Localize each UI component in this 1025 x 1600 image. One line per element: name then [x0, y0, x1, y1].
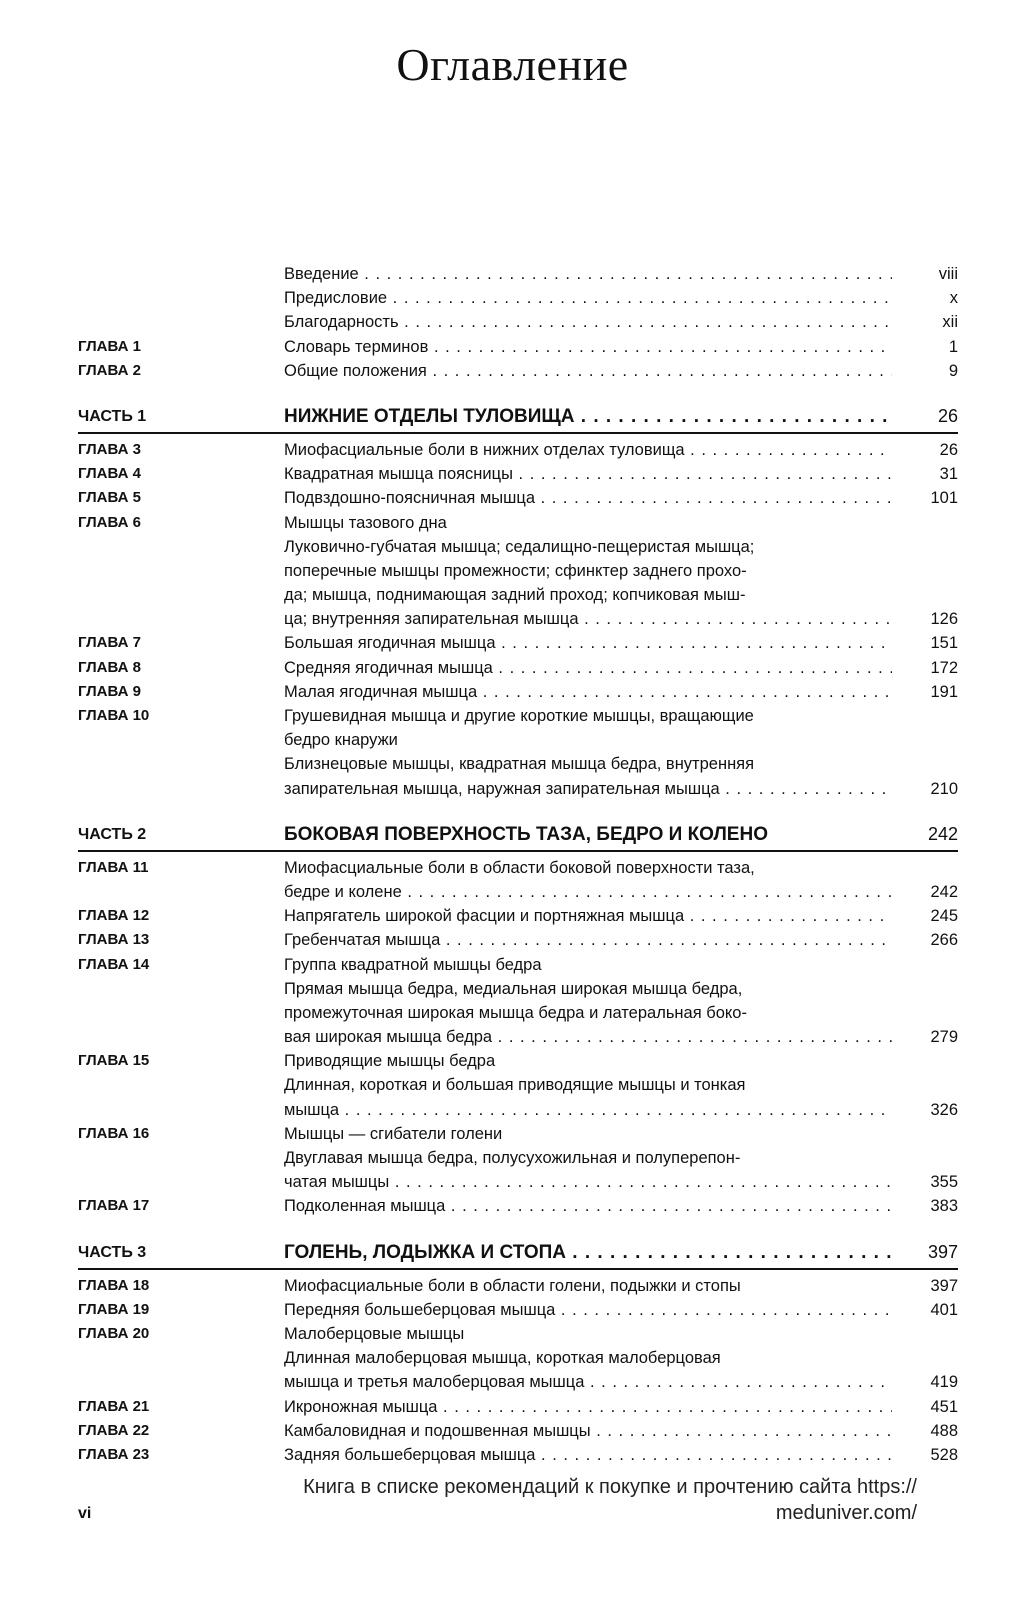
entry-title: запирательная мышца, наружная запирательная мышца . . . — [284, 777, 892, 801]
entry-title: Грушевидная мышца и другие короткие мышцы, вращающие — [284, 707, 754, 725]
toc-row — [78, 1170, 958, 1194]
entry-page-number: 451 — [930, 1397, 958, 1416]
entry-page-number: 266 — [930, 931, 958, 950]
entry-title: Малоберцовые мышцы — [284, 1324, 465, 1343]
entry-title: Луковично-губчатая мышца; седалищно-пещеристая мышца; — [284, 537, 755, 556]
chapter-label: ГЛАВА 2 — [78, 361, 141, 379]
chapter-label: ГЛАВА 22 — [78, 1421, 150, 1439]
entry-title: поперечные мышцы промежности; сфинктер заднего прохо- — [284, 561, 747, 580]
entry-title: чатая мышцы . . . — [284, 1170, 892, 1194]
entry-title: Малая ягодичная мышца . . . — [284, 680, 892, 704]
toc-row — [78, 535, 958, 559]
entry-title: Предисловие . . . — [284, 286, 892, 310]
part-title: БОКОВАЯ ПОВЕРХНОСТЬ ТАЗА, БЕДРО И КОЛЕНО — [284, 823, 768, 845]
chapter-label: ГЛАВА 15 — [78, 1052, 150, 1070]
entry-page-number: xii — [942, 313, 958, 332]
toc-row — [78, 359, 958, 383]
entry-page-number: 279 — [930, 1028, 958, 1047]
entry-page-number: 126 — [930, 610, 958, 629]
toc-part-row — [78, 401, 958, 434]
entry-title: Двуглавая мышца бедра, полусухожильная и полуперепон- — [284, 1149, 741, 1167]
entry-title: Камбаловидная и подошвенная мышцы . . . — [284, 1419, 892, 1443]
toc-row — [78, 1073, 958, 1097]
toc-row — [78, 1001, 958, 1025]
entry-page-number: 9 — [948, 361, 958, 380]
entry-title: Мышцы — сгибатели голени — [284, 1124, 503, 1143]
entry-page-number: 355 — [930, 1173, 958, 1192]
toc-part-row — [78, 1237, 958, 1270]
chapter-label: ГЛАВА 21 — [78, 1397, 150, 1415]
toc-row — [78, 631, 958, 655]
entry-page-number: 242 — [927, 823, 958, 844]
chapter-label: ГЛАВА 11 — [78, 858, 149, 876]
entry-title: Задняя большеберцовая мышца . . . — [284, 1443, 892, 1467]
entry-title: вая широкая мышца бедра . . . — [284, 1025, 892, 1049]
toc-row — [78, 777, 958, 801]
chapter-label: ГЛАВА 3 — [78, 440, 141, 458]
entry-page-number: viii — [938, 265, 958, 283]
toc-row — [78, 1122, 958, 1146]
chapter-label: ГЛАВА 7 — [78, 634, 141, 652]
toc-row — [78, 310, 958, 334]
toc-row — [78, 1025, 958, 1049]
entry-title: бедре и колене . . . — [284, 880, 892, 904]
toc-row — [78, 438, 958, 462]
chapter-label: ГЛАВА 20 — [78, 1324, 150, 1342]
part-label: ЧАСТЬ 1 — [78, 407, 147, 425]
part-title: НИЖНИЕ ОТДЕЛЫ ТУЛОВИЩА . . . — [284, 401, 892, 432]
chapter-label: ГЛАВА 17 — [78, 1197, 150, 1215]
toc-row — [78, 977, 958, 1001]
entry-page-number: 326 — [930, 1100, 958, 1119]
entry-page-number: 383 — [930, 1197, 958, 1216]
toc-row — [78, 335, 958, 359]
entry-page-number: 31 — [939, 465, 958, 484]
chapter-label: ГЛАВА 16 — [78, 1124, 150, 1142]
chapter-label: ГЛАВА 12 — [78, 907, 150, 925]
entry-title: мышца и третья малоберцовая мышца . . . — [284, 1370, 892, 1394]
chapter-label: ГЛАВА 9 — [78, 682, 141, 700]
chapter-label: ГЛАВА 19 — [78, 1300, 150, 1318]
page-title: Оглавление — [396, 39, 629, 90]
entry-title: мышца . . . — [284, 1098, 892, 1122]
entry-title: Напрягатель широкой фасции и портняжная мышца . . . — [284, 904, 892, 928]
entry-title: Миофасциальные боли в области боковой поверхности таза, — [284, 858, 755, 877]
toc-row — [78, 1346, 958, 1370]
entry-page-number: 210 — [930, 779, 958, 798]
toc-row — [78, 583, 958, 607]
entry-page-number: 397 — [930, 1276, 958, 1295]
entry-page-number: 151 — [930, 634, 958, 653]
entry-title: Общие положения . . . — [284, 359, 892, 383]
toc-row — [78, 1194, 958, 1218]
entry-title: Введение . . . — [284, 262, 892, 286]
entry-page-number: 1 — [948, 337, 958, 356]
entry-page-number: x — [949, 289, 958, 308]
part-label: ЧАСТЬ 3 — [78, 1243, 147, 1261]
entry-title: Словарь терминов . . . — [284, 335, 892, 359]
entry-title: Длинная, короткая и большая приводящие мышцы и тонкая — [284, 1076, 746, 1095]
entry-page-number: 401 — [930, 1300, 958, 1319]
toc-row — [78, 1298, 958, 1322]
entry-page-number: 528 — [930, 1445, 958, 1464]
entry-page-number: 172 — [930, 658, 958, 677]
toc-row — [78, 511, 958, 535]
footer-note — [117, 1474, 917, 1526]
toc-row — [78, 1443, 958, 1467]
table-of-contents — [78, 262, 958, 1467]
toc-row — [78, 704, 958, 728]
toc-row — [78, 1146, 958, 1170]
entry-title: Благодарность . . . — [284, 310, 892, 334]
toc-part-row — [78, 819, 958, 852]
toc-row — [78, 928, 958, 952]
entry-page-number: 191 — [930, 682, 958, 701]
toc-row — [78, 1322, 958, 1346]
toc-row — [78, 856, 958, 880]
entry-title: да; мышца, поднимающая задний проход; копчиковая мыш- — [284, 586, 746, 605]
entry-title: Большая ягодичная мышца . . . — [284, 631, 892, 655]
part-title: ГОЛЕНЬ, ЛОДЫЖКА И СТОПА . . . — [284, 1237, 892, 1268]
toc-row — [78, 1098, 958, 1122]
entry-title: Икроножная мышца . . . — [284, 1395, 892, 1419]
chapter-label: ГЛАВА 13 — [78, 931, 150, 949]
chapter-label: ГЛАВА 23 — [78, 1445, 150, 1463]
footer-note-line-2: meduniver.com/ — [775, 1502, 917, 1524]
toc-row — [78, 656, 958, 680]
entry-title: Прямая мышца бедра, медиальная широкая мышца бедра, — [284, 979, 743, 998]
toc-row — [78, 1049, 958, 1073]
entry-page-number: 26 — [937, 405, 958, 426]
entry-title: Гребенчатая мышца . . . — [284, 928, 892, 952]
entry-title: Мышцы тазового дна — [284, 513, 447, 532]
toc-row — [78, 486, 958, 510]
entry-title: Группа квадратной мышцы бедра — [284, 955, 542, 974]
entry-title: Квадратная мышца поясницы . . . — [284, 462, 892, 486]
toc-row — [78, 1395, 958, 1419]
entry-title: Подвздошно-поясничная мышца . . . — [284, 486, 892, 510]
toc-row — [78, 1419, 958, 1443]
toc-row — [78, 262, 958, 286]
toc-row — [78, 1370, 958, 1394]
chapter-label: ГЛАВА 14 — [78, 955, 150, 973]
toc-row — [78, 752, 958, 776]
chapter-label: ГЛАВА 5 — [78, 489, 141, 507]
toc-row — [78, 462, 958, 486]
entry-page-number: 245 — [930, 907, 958, 926]
chapter-label: ГЛАВА 6 — [78, 513, 141, 531]
toc-row — [78, 880, 958, 904]
entry-title: Миофасциальные боли в области голени, подыжки и стопы — [284, 1276, 741, 1295]
toc-row — [78, 1274, 958, 1298]
toc-row — [78, 680, 958, 704]
entry-title: Миофасциальные боли в нижних отделах туловища . . . — [284, 438, 892, 462]
toc-row — [78, 607, 958, 631]
toc-row — [78, 953, 958, 977]
entry-title: бедро кнаружи — [284, 731, 398, 750]
entry-title: Близнецовые мышцы, квадратная мышца бедра, внутренняя — [284, 755, 755, 774]
entry-title: Подколенная мышца . . . — [284, 1194, 892, 1218]
toc-row — [78, 286, 958, 310]
entry-title: промежуточная широкая мышца бедра и латеральная боко- — [284, 1003, 747, 1022]
chapter-label: ГЛАВА 4 — [78, 465, 141, 483]
entry-title: Средняя ягодичная мышца . . . — [284, 656, 892, 680]
footer-note-line-1: Книга в списке рекомендаций к покупке и прочтению сайта https:// — [303, 1476, 917, 1498]
entry-title: Приводящие мышцы бедра — [284, 1052, 496, 1071]
entry-title: Передняя большеберцовая мышца . . . — [284, 1298, 892, 1322]
entry-page-number: 26 — [939, 440, 958, 459]
entry-page-number: 397 — [927, 1241, 958, 1262]
entry-title: ца; внутренняя запирательная мышца . . . — [284, 607, 892, 631]
entry-page-number: 488 — [930, 1421, 958, 1440]
entry-page-number: 101 — [930, 489, 958, 508]
chapter-label: ГЛАВА 18 — [78, 1276, 150, 1294]
toc-row — [78, 728, 958, 752]
chapter-label: ГЛАВА 1 — [78, 337, 141, 355]
toc-row — [78, 559, 958, 583]
chapter-label: ГЛАВА 10 — [78, 707, 150, 724]
page-number: vi — [78, 1505, 92, 1522]
entry-title: Длинная малоберцовая мышца, короткая малоберцовая — [284, 1349, 721, 1368]
entry-page-number: 419 — [930, 1373, 958, 1392]
toc-row — [78, 904, 958, 928]
part-label: ЧАСТЬ 2 — [78, 825, 147, 843]
entry-page-number: 242 — [930, 882, 958, 901]
chapter-label: ГЛАВА 8 — [78, 658, 141, 676]
